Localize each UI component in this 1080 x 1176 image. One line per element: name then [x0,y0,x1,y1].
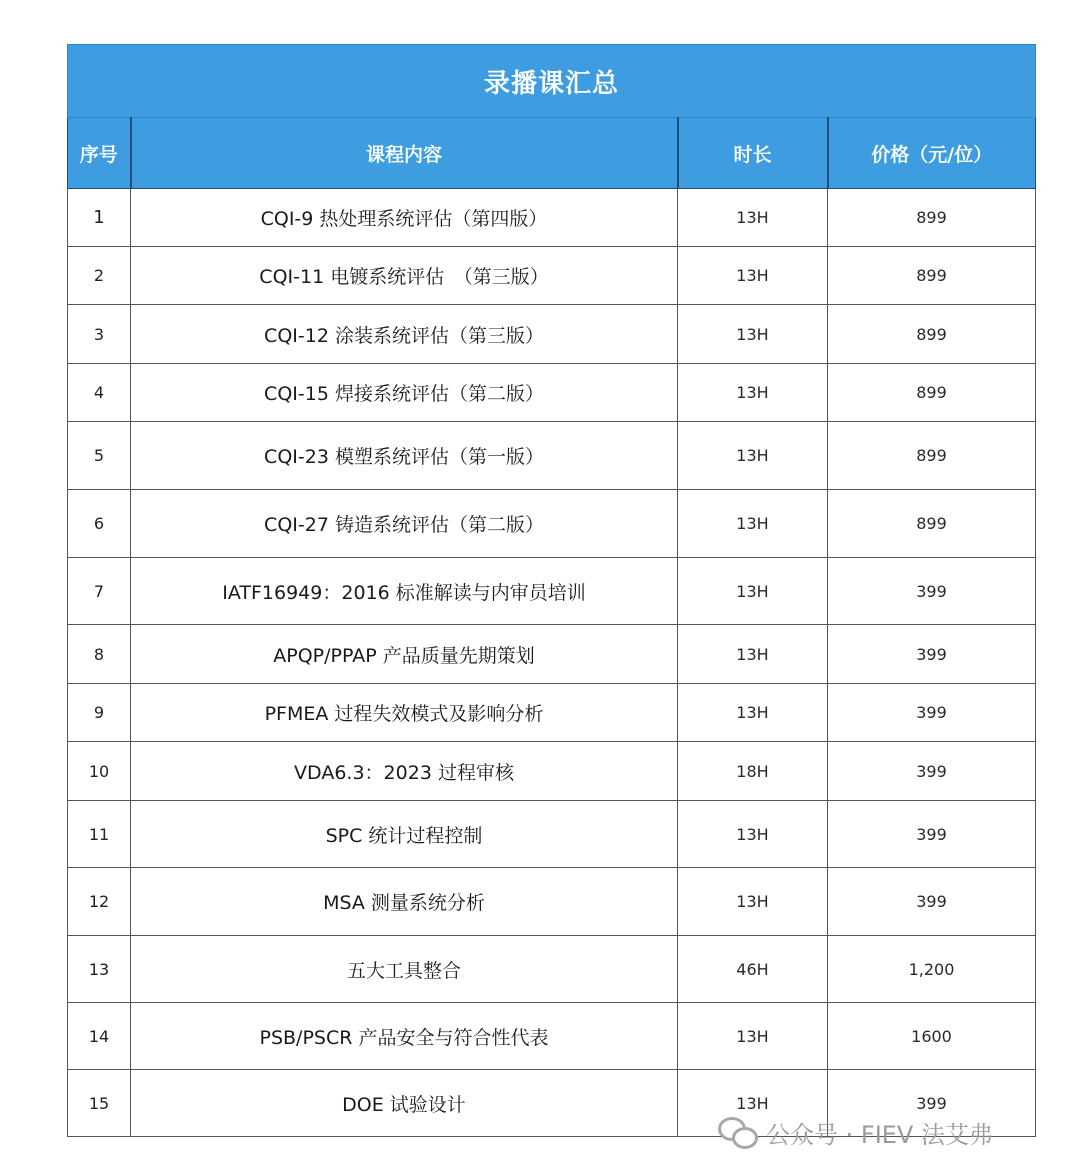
course-name: DOE 试验设计 [131,1070,678,1137]
course-price: 899 [828,422,1036,490]
course-duration: 13H [678,868,828,936]
row-number: 8 [68,625,131,684]
table-row [68,684,1036,742]
course-price: 1600 [828,1003,1036,1070]
course-duration: 13H [678,558,828,625]
course-duration: 13H [678,247,828,305]
table-row [68,305,1036,364]
course-price: 899 [828,364,1036,422]
course-duration: 13H [678,364,828,422]
header-course: 课程内容 [131,118,678,189]
course-duration: 13H [678,189,828,247]
wechat-icon [718,1115,758,1149]
header-duration: 时长 [678,118,828,189]
table-row [68,189,1036,247]
row-number: 7 [68,558,131,625]
table-row [68,422,1036,490]
course-name: APQP/PPAP 产品质量先期策划 [131,625,678,684]
row-number: 2 [68,247,131,305]
course-duration: 13H [678,684,828,742]
course-duration: 13H [678,625,828,684]
course-name: CQI-9 热处理系统评估（第四版） [131,189,678,247]
course-price: 399 [828,1070,1036,1137]
row-number: 9 [68,684,131,742]
row-number: 6 [68,490,131,558]
table-row [68,490,1036,558]
course-price: 899 [828,490,1036,558]
course-price: 399 [828,625,1036,684]
row-number: 13 [68,936,131,1003]
course-price: 399 [828,742,1036,801]
table-row [68,868,1036,936]
table-row [68,801,1036,868]
course-price: 1,200 [828,936,1036,1003]
course-duration: 46H [678,936,828,1003]
course-name: CQI-23 模塑系统评估（第一版） [131,422,678,490]
header-no: 序号 [68,118,131,189]
course-duration: 13H [678,305,828,364]
course-name: VDA6.3：2023 过程审核 [131,742,678,801]
course-duration: 13H [678,801,828,868]
table-row [68,558,1036,625]
row-number: 10 [68,742,131,801]
course-price: 899 [828,189,1036,247]
course-name: CQI-15 焊接系统评估（第二版） [131,364,678,422]
course-name: PFMEA 过程失效模式及影响分析 [131,684,678,742]
course-duration: 13H [678,422,828,490]
header-row [68,118,1036,189]
row-number: 14 [68,1003,131,1070]
watermark-text: 公众号 · FIEV 法艾弗 [766,1120,993,1149]
row-number: 12 [68,868,131,936]
course-duration: 13H [678,1070,828,1137]
header-price: 价格（元/位） [828,118,1036,189]
course-duration: 13H [678,490,828,558]
course-name: PSB/PSCR 产品安全与符合性代表 [131,1003,678,1070]
row-number: 3 [68,305,131,364]
table-title: 录播课汇总 [68,45,1036,118]
row-number: 1 [68,189,131,247]
course-summary-table-container [67,44,1035,1137]
course-duration: 18H [678,742,828,801]
row-number: 5 [68,422,131,490]
course-name: CQI-12 涂装系统评估（第三版） [131,305,678,364]
course-price: 399 [828,684,1036,742]
table-row [68,247,1036,305]
table-row [68,742,1036,801]
course-price: 899 [828,247,1036,305]
watermark [718,1112,993,1152]
course-name: IATF16949：2016 标准解读与内审员培训 [131,558,678,625]
course-price: 399 [828,558,1036,625]
course-summary-table [67,44,1036,1137]
course-name: CQI-27 铸造系统评估（第二版） [131,490,678,558]
table-row [68,364,1036,422]
course-price: 399 [828,801,1036,868]
row-number: 11 [68,801,131,868]
row-number: 15 [68,1070,131,1137]
course-name: SPC 统计过程控制 [131,801,678,868]
row-number: 4 [68,364,131,422]
table-row [68,625,1036,684]
course-name: 五大工具整合 [131,936,678,1003]
course-price: 399 [828,868,1036,936]
course-name: MSA 测量系统分析 [131,868,678,936]
table-row [68,936,1036,1003]
table-row [68,1003,1036,1070]
course-duration: 13H [678,1003,828,1070]
course-price: 899 [828,305,1036,364]
course-name: CQI-11 电镀系统评估 （第三版） [131,247,678,305]
